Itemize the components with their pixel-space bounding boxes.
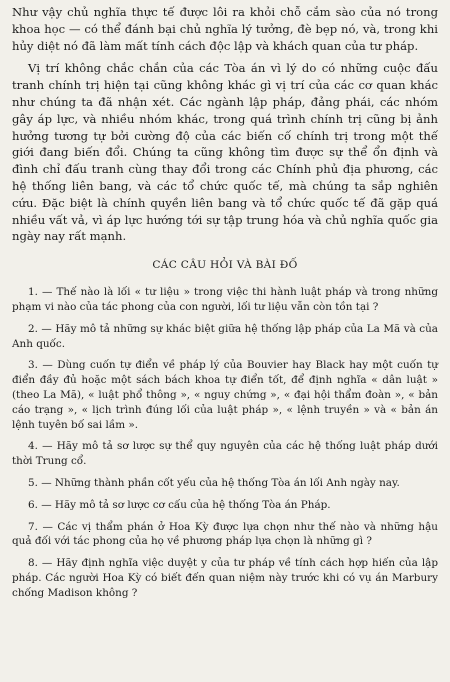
question-item: 5. — Những thành phần cốt yếu của hệ thống Tòa án lối Anh ngày nay. [28,476,400,489]
question-item: 2. — Hãy mô tả những sự khác biệt giữa hệ thống lập pháp của La Mã và của Anh quốc. [12,322,438,350]
question-item: 7. — Các vị thẩm phán ở Hoa Kỳ được lựa chọn như thế nào và những hậu quả đối với tác phong của họ về phương pháp lựa chọn là những gì ? [12,520,438,548]
question-item: 4. — Hãy mô tả sơ lược sự thể quy nguyên của các hệ thống luật pháp dưới thời Trung cổ. [12,440,438,468]
questions-list [12,285,438,600]
question-item: 1. — Thế nào là lối « tư liệu » trong việc thi hành luật pháp và trong những phạm vi nào của tác phong của con người, lối tư liệu vẫn còn tồn tại ? [12,286,438,313]
question-item: 3. — Dùng cuốn tự điển về pháp lý của Bouvier hay Black hay một cuốn tự điển đầy đủ hoặc một sách bách khoa tự điển tốt, để định nghĩa « dân luật » (theo La Mã), « luật phổ thông », « nguy chứng », « đại hội thẩm đoàn », « bản cáo trạng », « lịch trình đúng lối của luật pháp », « lệnh truyền » và « bản án lệnh tuyên bố sai lầm ». [12,359,438,431]
question-item: 6. — Hãy mô tả sơ lược cơ cấu của hệ thống Tòa án Pháp. [28,498,331,511]
paragraph-intro: Như vậy chủ nghĩa thực tế được lôi ra khỏi chỗ cắm sào của nó trong khoa học — có thể đánh bại chủ nghĩa lý tưởng, đè bẹp nó, và, trong khi hủy diệt nó đã làm mất tính cách độc lập và khách quan của tư pháp. [12,5,438,53]
section-heading: CÁC CÂU HỎI VÀ BÀI ĐỐ [152,259,298,272]
paragraph-courts: Vị trí không chắc chắn của các Tòa án vì lý do có những cuộc đấu tranh chính trị hiện tại cũng không khác gì vị trí của các cơ quan khác như chúng ta đã nhận xét. Các ngành lập pháp, đảng phái, các nhóm gây áp lực, và nhiều nhóm khác, trong quá trình chính trị cũng bị ảnh hưởng tương tự bởi cường độ của các biến cố chính trị trong một thế giới đang biến đổi. Chúng ta cũng không tìm được sự thể ổn định và đình chỉ đấu tranh cùng thay đổi trong các Chính phủ địa phương, các hệ thống liên bang, và các tổ chức quốc tế, mà chúng ta sắp nghiên cứu. Đặc biệt là chính quyền liên bang và tổ chức quốc tế đã gặp quá nhiều vất vả, vì áp lực hướng tới sự tập trung hóa và chủ nghĩa quốc gia ngày nay rất mạnh. [12,61,438,244]
question-item: 8. — Hãy định nghĩa việc duyệt y của tư pháp về tính cách hợp hiến của lập pháp. Các người Hoa Kỳ có biết đến quan niệm này trước khi có vụ án Marbury chống Madison không ? [12,557,438,599]
